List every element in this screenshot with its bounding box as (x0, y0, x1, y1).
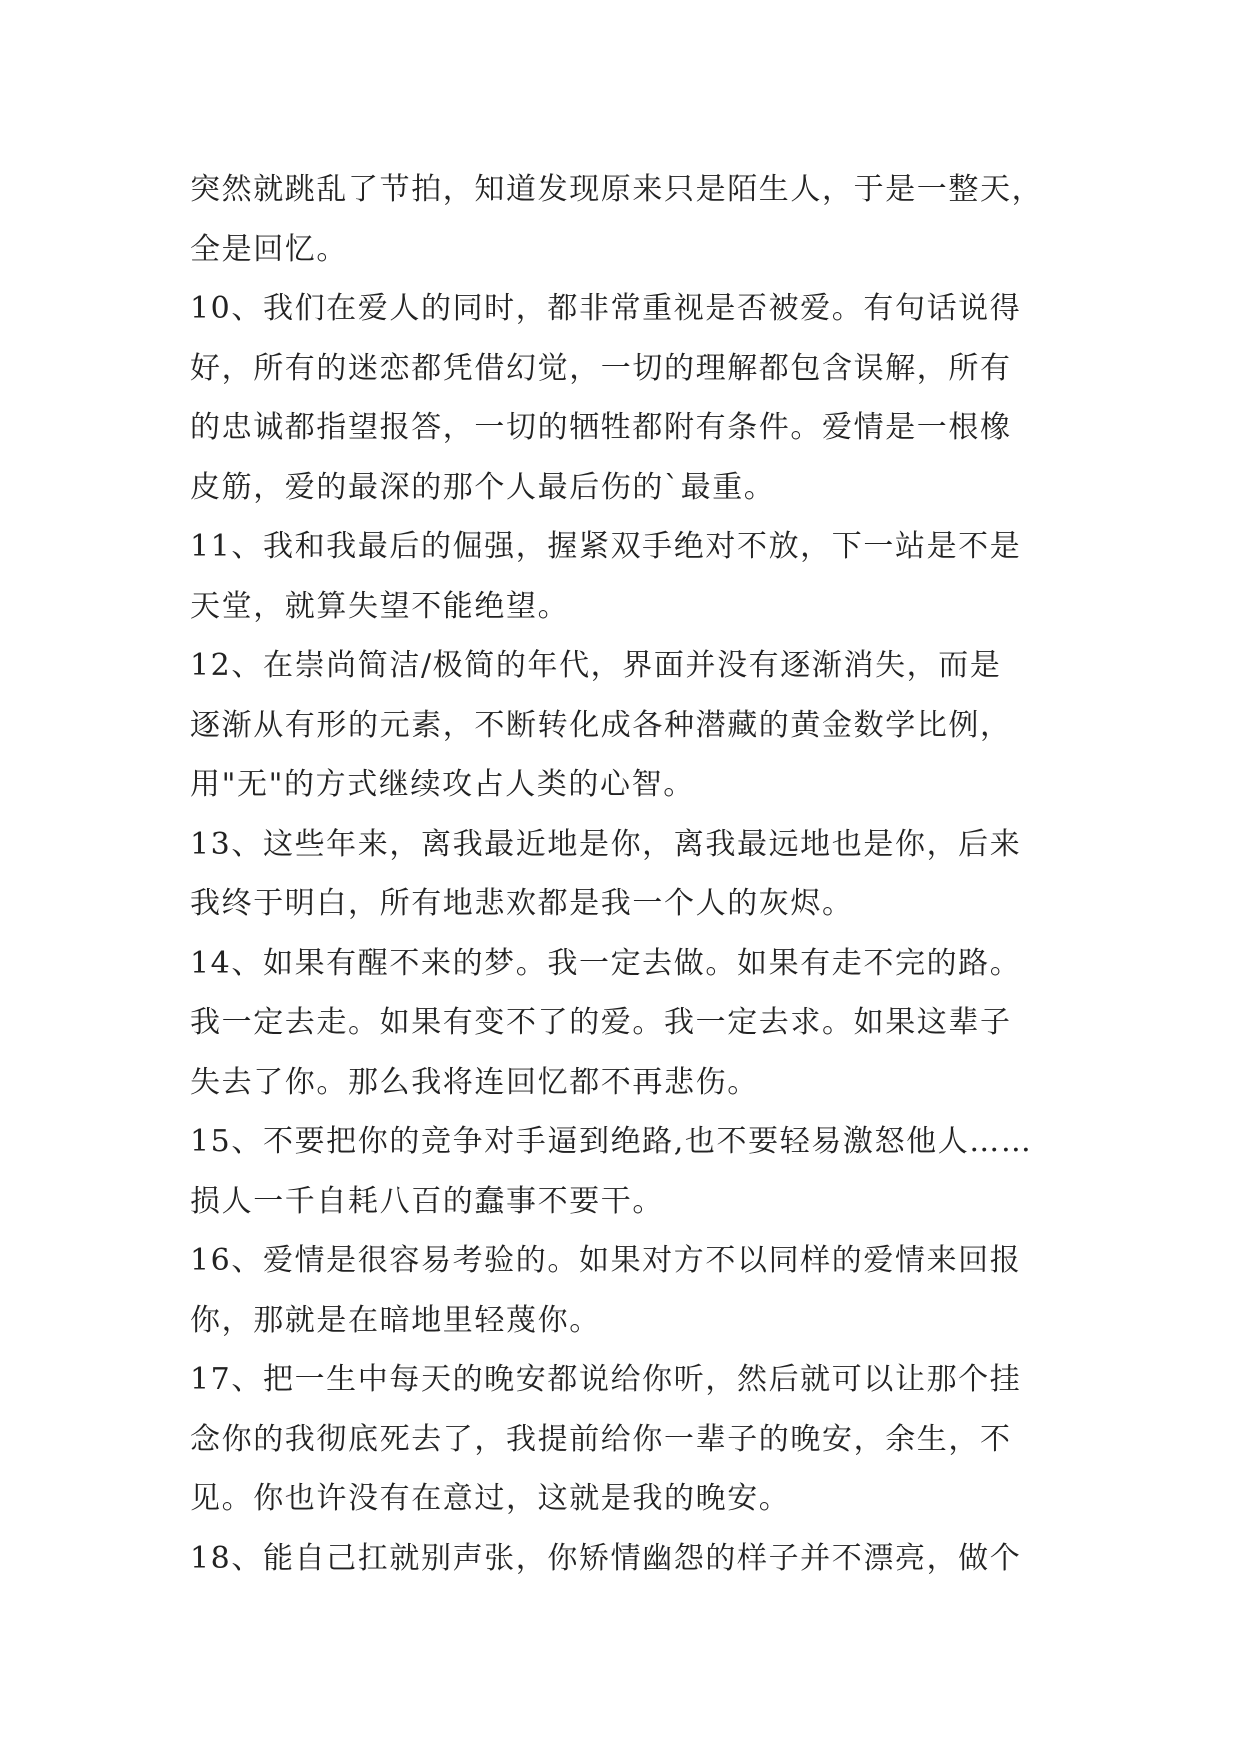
text-line: 损人一千自耗八百的蠢事不要干。 (190, 1183, 664, 1219)
text-line: 皮筋，爱的最深的那个人最后伤的`最重。 (190, 469, 776, 505)
text-line: 18、能自己扛就别声张，你矫情幽怨的样子并不漂亮，做个 (190, 1540, 1022, 1576)
text-line: 的忠诚都指望报答，一切的牺牲都附有条件。爱情是一根橡 (190, 410, 1012, 445)
text-line: 10、我们在爱人的同时，都非常重视是否被爱。有句话说得 (190, 291, 1022, 326)
text-line: 你，那就是在暗地里轻蔑你。 (190, 1302, 601, 1338)
text-line: 好，所有的迷恋都凭借幻觉，一切的理解都包含误解，所有 (190, 350, 1012, 386)
text-line: 11、我和我最后的倔强，握紧双手绝对不放，下一站是不是 (190, 529, 1022, 564)
body-text (190, 160, 1070, 1588)
text-line: 16、爱情是很容易考验的。如果对方不以同样的爱情来回报 (190, 1243, 1022, 1278)
text-line: 14、如果有醒不来的梦。我一定去做。如果有走不完的路。 (190, 945, 1022, 981)
text-line: 失去了你。那么我将连回忆都不再悲伤。 (190, 1064, 759, 1100)
text-line: 用"无"的方式继续攻占人类的心智。 (190, 767, 695, 802)
text-line: 我一定去走。如果有变不了的爱。我一定去求。如果这辈子 (190, 1005, 1012, 1040)
text-line: 天堂，就算失望不能绝望。 (190, 588, 570, 624)
text-line: 13、这些年来，离我最近地是你，离我最远地也是你，后来 (190, 826, 1022, 862)
text-line: 见。你也许没有在意过，这就是我的晚安。 (190, 1481, 791, 1516)
text-line: 我终于明白，所有地悲欢都是我一个人的灰烬。 (190, 886, 854, 921)
text-line: 突然就跳乱了节拍，知道发现原来只是陌生人，于是一整天， (190, 172, 1044, 207)
text-line: 念你的我彻底死去了，我提前给你一辈子的晚安，余生，不 (190, 1421, 1012, 1457)
text-line: 全是回忆。 (190, 231, 348, 267)
text-line: 17、把一生中每天的晚安都说给你听，然后就可以让那个挂 (190, 1362, 1022, 1397)
text-line: 12、在崇尚简洁/极简的年代，界面并没有逐渐消失，而是 (190, 648, 1002, 683)
text-line: 15、不要把你的竞争对手逼到绝路,也不要轻易激怒他人…… (190, 1124, 1033, 1159)
text-line: 逐渐从有形的元素，不断转化成各种潜藏的黄金数学比例， (190, 707, 1012, 743)
